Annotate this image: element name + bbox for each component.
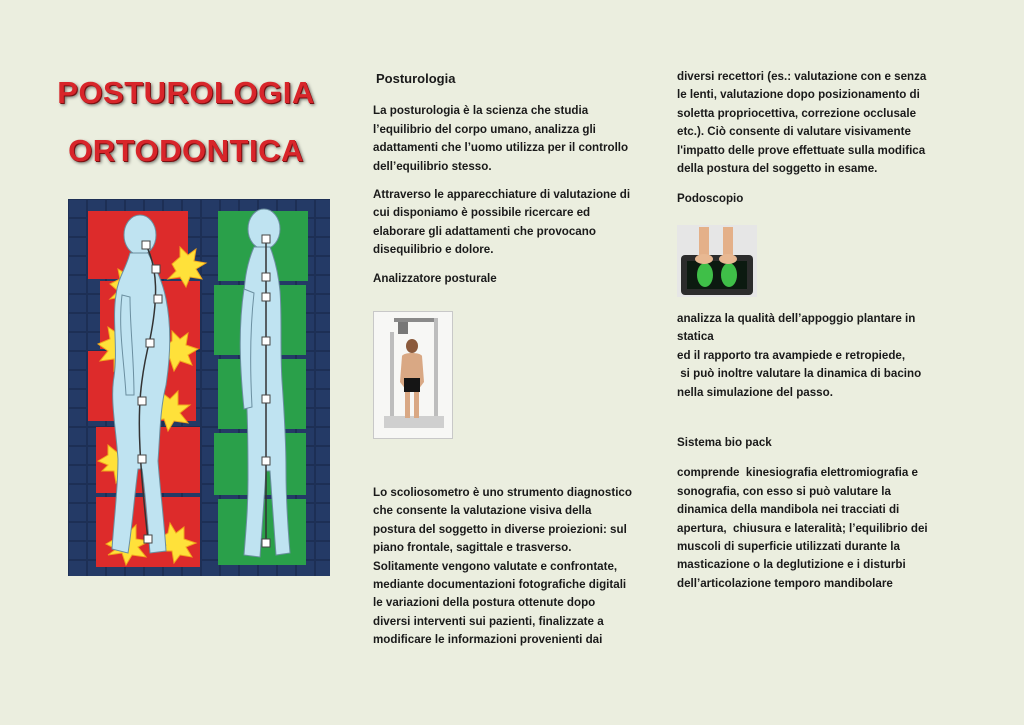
grid-tile	[316, 219, 330, 236]
grid-tile	[69, 390, 86, 407]
grid-tile	[69, 314, 86, 331]
grid-tile	[316, 542, 330, 559]
text-line: mediante documentazioni fotografiche digitali	[373, 578, 627, 592]
grid-tile	[202, 504, 219, 521]
text-line: comprende kinesiografia elettromiografia e	[677, 466, 918, 480]
grid-tile	[69, 238, 86, 255]
grid-tile	[202, 561, 219, 576]
title-line-2: ORTODONTICA	[68, 133, 304, 168]
grid-tile	[69, 352, 86, 369]
text-line: disequilibrio e dolore.	[373, 243, 494, 257]
grid-tile	[316, 295, 330, 312]
text-line: statica	[677, 330, 714, 344]
grid-tile	[69, 466, 86, 483]
text-line: Solitamente vengono valutate e confrontate,	[373, 559, 618, 573]
grid-tile	[316, 447, 330, 464]
grid-tile	[69, 561, 86, 576]
text-line: sonografia, con esso si può valutare la	[677, 484, 891, 498]
text-line: postura del soggetto in diverse proiezioni: sul	[373, 522, 627, 536]
text-line: apertura, chiusura e lateralità; l’equilibrio dei	[677, 521, 928, 535]
text-line: soletta propriocettiva, correzione occlusale	[677, 106, 917, 120]
paragraph-equipment	[373, 186, 643, 260]
grid-tile	[69, 276, 86, 293]
grid-tile	[69, 409, 86, 426]
grid-tile	[69, 428, 86, 445]
text-line: Lo scoliosometro è uno strumento diagnostico	[373, 486, 632, 499]
grid-tile	[69, 542, 86, 559]
posture-analyzer-photo	[373, 311, 453, 439]
grid-tile	[316, 333, 330, 350]
grid-tile	[316, 238, 330, 255]
grid-tile	[69, 333, 86, 350]
grid-tile	[202, 200, 219, 217]
column-1	[373, 70, 643, 288]
paragraph-scoliosometro	[373, 484, 645, 650]
grid-tile	[69, 485, 86, 502]
text-line: dell’equilibrio stesso.	[373, 159, 492, 173]
text-line: le lenti, valutazione dopo posizionamento di	[677, 88, 920, 102]
grid-tile	[202, 238, 219, 255]
text-line: analizza la qualità dell’appoggio plantare in	[677, 312, 916, 325]
paragraph-podoscopio	[677, 310, 957, 402]
paragraph-receptors	[677, 68, 957, 178]
grid-tile	[316, 314, 330, 331]
text-line: Attraverso le apparecchiature di valutazione di	[373, 188, 631, 202]
grid-tile	[316, 409, 330, 426]
column-2	[677, 68, 957, 209]
grid-tile	[202, 390, 219, 407]
subheading-podoscopio: Podoscopio	[677, 192, 744, 206]
section-bio-pack	[677, 434, 967, 593]
grid-tile	[69, 523, 86, 540]
text-line: dinamica della mandibola nei tracciati di	[677, 503, 900, 517]
subheading-analizzatore: Analizzatore posturale	[373, 271, 497, 285]
text-line: si può inoltre valutare la dinamica di bacino	[677, 367, 922, 381]
text-line: piano frontale, sagittale e trasverso.	[373, 541, 572, 555]
text-line: della postura del soggetto in esame.	[677, 162, 878, 176]
grid-tile	[316, 466, 330, 483]
text-line: elaborare gli adattamenti che provocano	[373, 224, 596, 238]
grid-tile	[316, 485, 330, 502]
subheading-bio-pack: Sistema bio pack	[677, 436, 772, 449]
grid-tile	[316, 200, 330, 217]
grid-tile	[202, 257, 219, 274]
text-line: le variazioni della postura ottenute dopo	[373, 596, 596, 610]
grid-tile	[316, 276, 330, 293]
text-line: masticazione o la deglutizione e i disturbi	[677, 558, 906, 572]
text-line: modificare le informazioni provenienti dai	[373, 633, 603, 647]
text-line: cui disponiamo è possibile ricercare ed	[373, 206, 591, 220]
text-line: ed il rapporto tra avampiede e retropiede,	[677, 348, 906, 362]
grid-tile	[202, 409, 219, 426]
grid-tile	[202, 542, 219, 559]
grid-tile	[316, 504, 330, 521]
posture-illustration	[68, 199, 330, 576]
text-line: adattamenti che l’uomo utilizza per il controllo	[373, 141, 629, 155]
text-line: diversi interventi sui pazienti, finalizzate a	[373, 614, 604, 628]
text-line: diversi recettori (es.: valutazione con e senza	[677, 70, 927, 83]
grid-tile	[316, 523, 330, 540]
paragraph-definition	[373, 102, 643, 176]
grid-tile	[69, 257, 86, 274]
text-line: l'impatto delle prove effettuate sulla modifica	[677, 143, 926, 157]
grid-tile	[316, 371, 330, 388]
grid-tile	[69, 219, 86, 236]
text-line: dell’articolazione temporo mandibolare	[677, 576, 893, 590]
text-line: La posturologia è la scienza che studia	[373, 104, 589, 118]
grid-tile	[316, 352, 330, 369]
text-line: muscoli di superficie utilizzati durante la	[677, 540, 900, 554]
grid-tile	[69, 371, 86, 388]
text-line: che consente la valutazione visiva della	[373, 504, 592, 518]
heading-posturologia: Posturologia	[376, 71, 456, 86]
text-line: l’equilibrio del corpo umano, analizza gli	[373, 122, 596, 136]
podoscope-photo	[677, 225, 757, 297]
grid-tile	[202, 523, 219, 540]
grid-tile	[69, 200, 86, 217]
grid-tile	[316, 561, 330, 576]
paragraph-bio-pack	[677, 464, 967, 593]
text-line: etc.). Ciò consente di valutare visivamente	[677, 125, 911, 139]
grid-tile	[316, 390, 330, 407]
grid-tile	[69, 295, 86, 312]
grid-tile	[316, 428, 330, 445]
title-line-1: POSTUROLOGIA	[57, 75, 315, 110]
grid-tile	[316, 257, 330, 274]
grid-tile	[202, 219, 219, 236]
grid-tile	[69, 447, 86, 464]
grid-tile	[69, 504, 86, 521]
grid-tile	[202, 371, 219, 388]
text-line: nella simulazione del passo.	[677, 385, 833, 399]
